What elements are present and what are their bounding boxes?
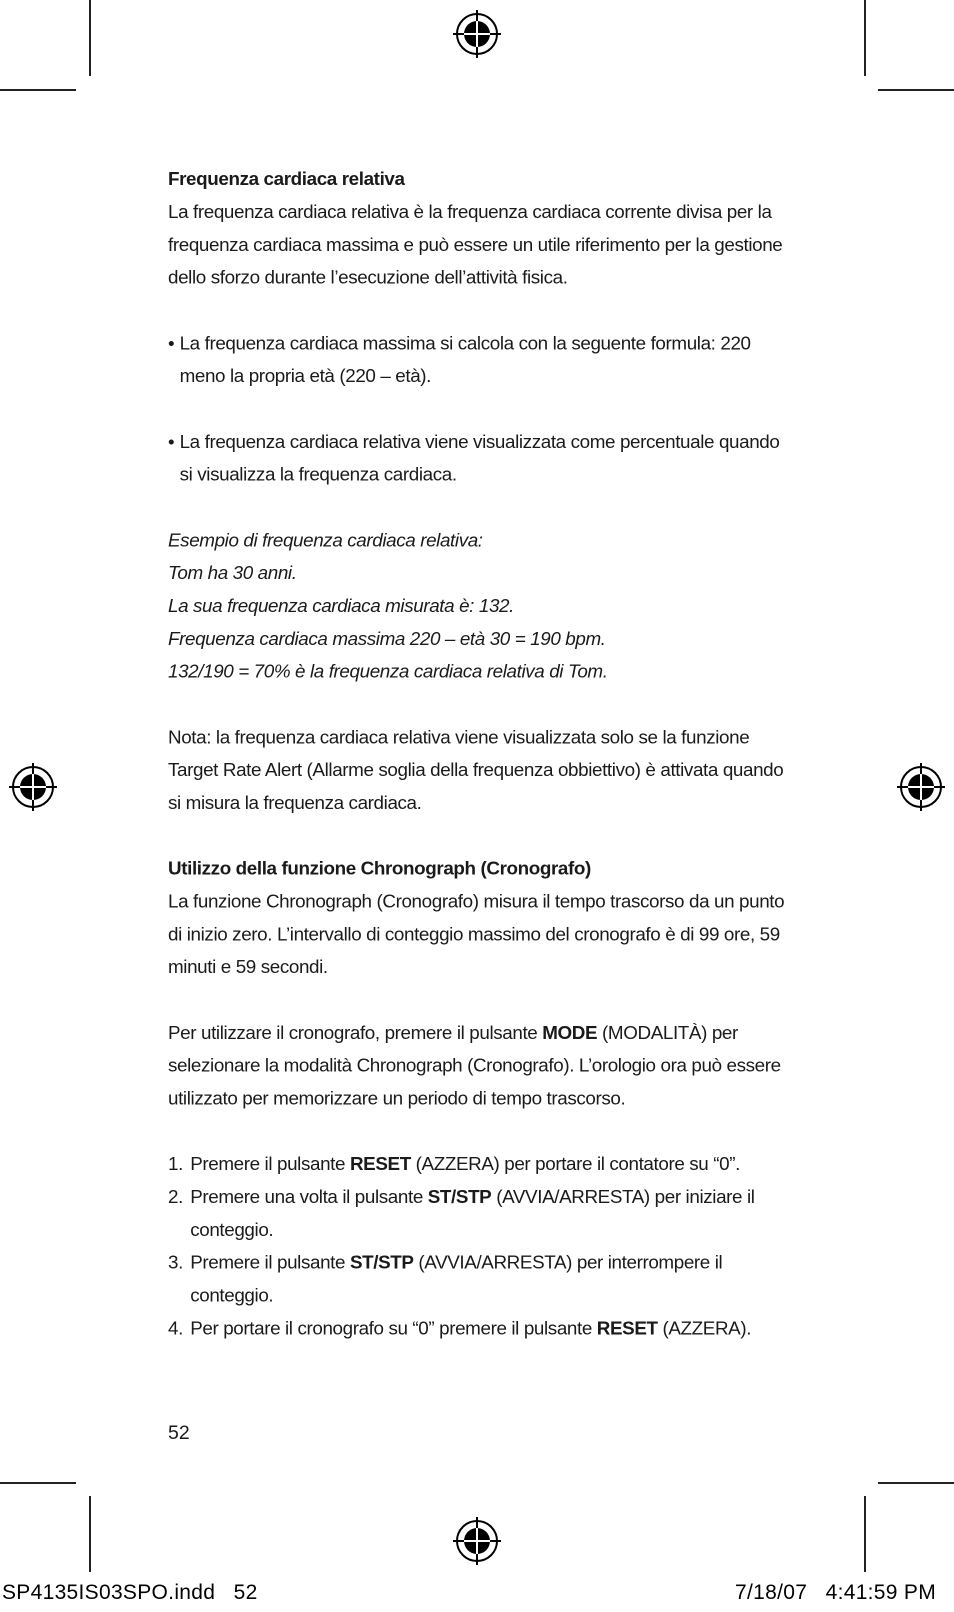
note-paragraph: Nota: la frequenza cardiaca relativa viene visualizzata solo se la funzione Target Rate Alert (Allarme soglia della frequenza obbiettivo) è attivata quando si misura la frequenza cardiaca. — [168, 726, 784, 814]
crosshair-registration-mark-icon — [450, 7, 504, 61]
example-line: Frequenza cardiaca massima 220 – età 30 = 190 bpm. — [168, 628, 606, 650]
paragraph: La funzione Chronograph (Cronografo) misura il tempo trascorso da un punto di inizio zero. L’intervallo di conteggio massimo del cronografo è di 99 ore, 59 minuti e 59 secondi. — [168, 891, 785, 979]
page-content — [168, 163, 786, 1345]
bullet-item — [168, 327, 786, 393]
example-line: 132/190 = 70% è la frequenza cardiaca relativa di Tom. — [168, 661, 608, 683]
crop-mark-bottom-right-horizontal — [878, 1482, 954, 1484]
bullet-text: La frequenza cardiaca massima si calcola con la seguente formula: 220 meno la propria età (220 – età). — [179, 332, 751, 388]
page-number: 52 — [168, 1422, 190, 1444]
button-name: ST/STP — [349, 1252, 414, 1274]
bullet-text: La frequenza cardiaca relativa viene visualizzata come percentuale quando si visualizza la frequenza cardiaca. — [179, 431, 780, 486]
numbered-step — [168, 1148, 786, 1181]
text: (MODALITÀ) per selezionare la modalità Chronograph (Cronografo). L’orologio ora può essere utilizzato per memorizzare un periodo di tempo trascorso. — [168, 1022, 781, 1110]
crop-mark-top-left-vertical — [89, 0, 91, 76]
button-name: MODE — [542, 1022, 598, 1044]
button-name: ST/STP — [427, 1186, 492, 1208]
slug-datetime: 7/18/07 4:41:59 PM — [735, 1581, 936, 1604]
section-heading: Frequenza cardiaca relativa — [168, 168, 405, 191]
step-text: Premere una volta il pulsante ST/STP (AVVIA/ARRESTA) per iniziare il conteggio. — [190, 1186, 755, 1241]
step-number: 1. — [168, 1153, 183, 1176]
step-number: 2. — [168, 1186, 183, 1208]
bullet-marker: • — [168, 332, 175, 355]
slug-filename: SP4135IS03SPO.indd 52 — [2, 1581, 258, 1604]
numbered-step — [168, 1181, 786, 1247]
text: Per utilizzare il cronografo, premere il pulsante — [168, 1022, 543, 1044]
crop-mark-top-right-horizontal — [878, 89, 954, 91]
step-number: 4. — [168, 1317, 183, 1340]
crop-mark-bottom-left-vertical — [89, 1496, 91, 1572]
step-text: Premere il pulsante ST/STP (AVVIA/ARRESTA) per interrompere il conteggio. — [190, 1252, 723, 1307]
crop-mark-bottom-right-vertical — [864, 1496, 866, 1572]
bullet-marker: • — [168, 431, 175, 453]
numbered-step — [168, 1312, 786, 1345]
paragraph — [168, 1017, 786, 1116]
button-name: RESET — [349, 1153, 411, 1176]
crop-mark-top-right-vertical — [864, 0, 866, 76]
numbered-step — [168, 1247, 786, 1313]
step-text: Per portare il cronografo su “0” premere il pulsante RESET (AZZERA). — [190, 1317, 752, 1340]
crosshair-registration-mark-icon — [6, 760, 60, 814]
crop-mark-top-left-horizontal — [0, 89, 76, 91]
paragraph: La frequenza cardiaca relativa è la frequenza cardiaca corrente divisa per la frequenza cardiaca massima e può essere un utile riferimento per la gestione dello sforzo durante l’esecuzione dell’attività fisica. — [168, 201, 783, 289]
bullet-item — [168, 426, 786, 492]
section-heading: Utilizzo della funzione Chronograph (Cronografo) — [168, 858, 591, 880]
example-line: La sua frequenza cardiaca misurata è: 132. — [168, 595, 514, 617]
button-name: RESET — [596, 1317, 658, 1340]
example-line: Esempio di frequenza cardiaca relativa: — [168, 529, 483, 552]
step-number: 3. — [168, 1252, 183, 1274]
example-line: Tom ha 30 anni. — [168, 562, 297, 585]
crosshair-registration-mark-icon — [450, 1514, 504, 1568]
crosshair-registration-mark-icon — [894, 760, 948, 814]
step-text: Premere il pulsante RESET (AZZERA) per portare il contatore su “0”. — [190, 1153, 740, 1176]
crop-mark-bottom-left-horizontal — [0, 1482, 76, 1484]
